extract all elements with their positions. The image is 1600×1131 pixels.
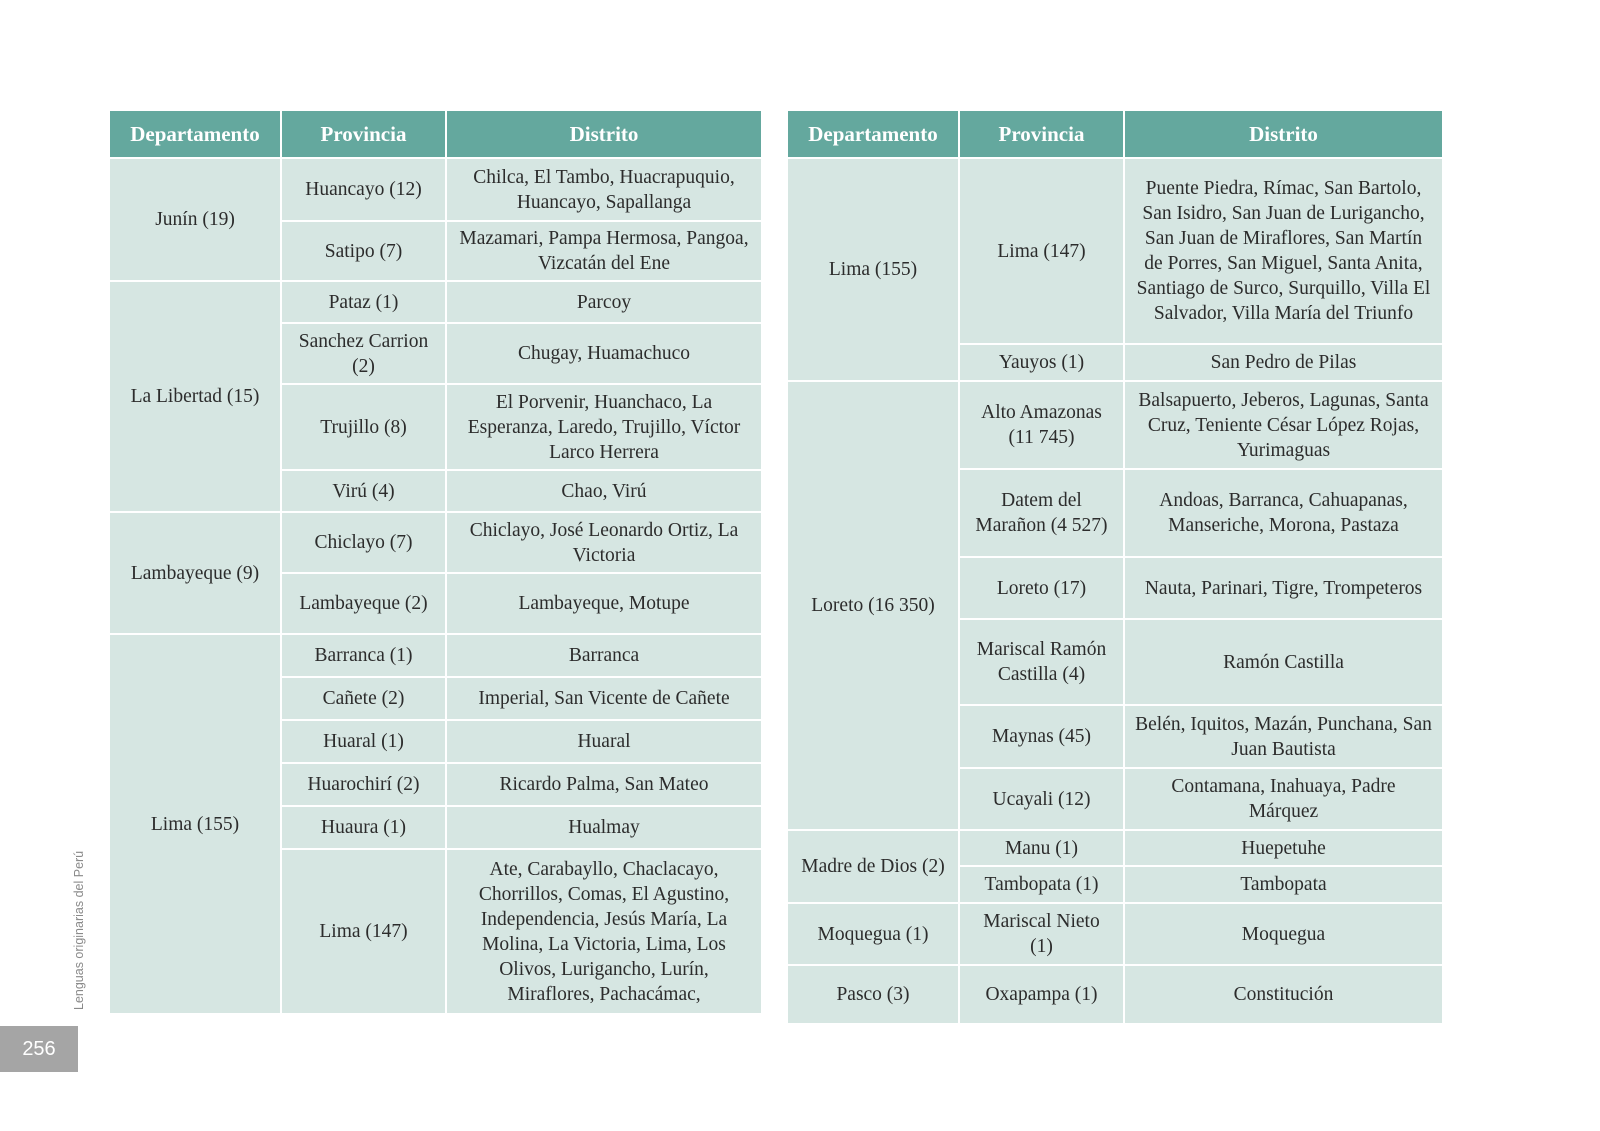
department-cell: La Libertad (15) <box>110 282 280 511</box>
district-cell: Belén, Iquitos, Mazán, Punchana, San Juan Bautista <box>1125 706 1442 767</box>
district-cell: Hualmay <box>447 807 761 848</box>
district-cell: Andoas, Barranca, Cahuapanas, Manseriche, Morona, Pastaza <box>1125 470 1442 556</box>
province-cell: Lambayeque (2) <box>282 574 445 633</box>
header-distrito: Distrito <box>1125 111 1442 157</box>
table-row <box>788 159 1442 343</box>
right-table-body <box>788 159 1442 1023</box>
header-departamento: Departamento <box>110 111 280 157</box>
province-cell: Sanchez Carrion (2) <box>282 324 445 383</box>
province-cell: Chiclayo (7) <box>282 513 445 572</box>
district-cell: Lambayeque, Motupe <box>447 574 761 633</box>
province-cell: Manu (1) <box>960 831 1123 865</box>
province-cell: Huaura (1) <box>282 807 445 848</box>
province-cell: Loreto (17) <box>960 558 1123 618</box>
district-cell: Puente Piedra, Rímac, San Bartolo, San Isidro, San Juan de Lurigancho, San Juan de Miraflores, San Martín de Porres, San Miguel, Santa Anita, Santiago de Surco, Surquillo, Villa El Salvador, Villa María del Triunfo <box>1125 159 1442 343</box>
province-cell: Lima (147) <box>282 850 445 1013</box>
district-cell: Chiclayo, José Leonardo Ortiz, La Victoria <box>447 513 761 572</box>
department-cell: Madre de Dios (2) <box>788 831 958 902</box>
district-cell: Imperial, San Vicente de Cañete <box>447 678 761 719</box>
district-cell: Moquegua <box>1125 904 1442 964</box>
province-cell: Mariscal Ramón Castilla (4) <box>960 620 1123 704</box>
province-cell: Tambopata (1) <box>960 867 1123 902</box>
department-cell: Loreto (16 350) <box>788 382 958 829</box>
district-cell: Huepetuhe <box>1125 831 1442 865</box>
header-distrito: Distrito <box>447 111 761 157</box>
department-cell: Pasco (3) <box>788 966 958 1023</box>
table-row <box>110 635 761 676</box>
left-header-row <box>110 111 761 157</box>
page-number: 256 <box>0 1026 78 1072</box>
department-cell: Junín (19) <box>110 159 280 280</box>
province-cell: Huancayo (12) <box>282 159 445 220</box>
district-cell: Ramón Castilla <box>1125 620 1442 704</box>
district-cell: Parcoy <box>447 282 761 322</box>
province-cell: Huaral (1) <box>282 721 445 762</box>
header-provincia: Provincia <box>960 111 1123 157</box>
table-row <box>788 966 1442 1023</box>
province-cell: Cañete (2) <box>282 678 445 719</box>
right-table <box>786 109 1444 1025</box>
table-row <box>110 513 761 572</box>
district-cell: Huaral <box>447 721 761 762</box>
district-cell: Ricardo Palma, San Mateo <box>447 764 761 805</box>
province-cell: Maynas (45) <box>960 706 1123 767</box>
department-cell: Moquegua (1) <box>788 904 958 964</box>
province-cell: Trujillo (8) <box>282 385 445 469</box>
department-cell: Lima (155) <box>788 159 958 380</box>
district-cell: San Pedro de Pilas <box>1125 345 1442 380</box>
book-title-vertical: Lenguas originarias del Perú <box>72 850 86 1010</box>
province-cell: Barranca (1) <box>282 635 445 676</box>
department-cell: Lima (155) <box>110 635 280 1013</box>
province-cell: Virú (4) <box>282 471 445 511</box>
province-cell: Yauyos (1) <box>960 345 1123 380</box>
district-cell: El Porvenir, Huanchaco, La Esperanza, Laredo, Trujillo, Víctor Larco Herrera <box>447 385 761 469</box>
district-cell: Chilca, El Tambo, Huacrapuquio, Huancayo, Sapallanga <box>447 159 761 220</box>
left-table <box>108 109 763 1015</box>
province-cell: Alto Amazonas (11 745) <box>960 382 1123 468</box>
right-header-row <box>788 111 1442 157</box>
left-table-body <box>110 159 761 1013</box>
district-cell: Tambopata <box>1125 867 1442 902</box>
department-cell: Lambayeque (9) <box>110 513 280 633</box>
table-row <box>110 159 761 220</box>
table-row <box>788 382 1442 468</box>
province-cell: Lima (147) <box>960 159 1123 343</box>
header-provincia: Provincia <box>282 111 445 157</box>
header-departamento: Departamento <box>788 111 958 157</box>
province-cell: Ucayali (12) <box>960 769 1123 829</box>
table-row <box>110 282 761 322</box>
province-cell: Mariscal Nieto (1) <box>960 904 1123 964</box>
province-cell: Oxapampa (1) <box>960 966 1123 1023</box>
district-cell: Chao, Virú <box>447 471 761 511</box>
district-cell: Chugay, Huamachuco <box>447 324 761 383</box>
district-cell: Nauta, Parinari, Tigre, Trompeteros <box>1125 558 1442 618</box>
table-row <box>788 904 1442 964</box>
district-cell: Barranca <box>447 635 761 676</box>
province-cell: Datem del Marañon (4 527) <box>960 470 1123 556</box>
district-cell: Ate, Carabayllo, Chaclacayo, Chorrillos, Comas, El Agustino, Independencia, Jesús María, La Molina, La Victoria, Lima, Los Olivos, Lurigancho, Lurín, Miraflores, Pachacámac, <box>447 850 761 1013</box>
district-cell: Balsapuerto, Jeberos, Lagunas, Santa Cruz, Teniente César López Rojas, Yurimaguas <box>1125 382 1442 468</box>
province-cell: Satipo (7) <box>282 222 445 280</box>
district-cell: Contamana, Inahuaya, Padre Márquez <box>1125 769 1442 829</box>
province-cell: Pataz (1) <box>282 282 445 322</box>
province-cell: Huarochirí (2) <box>282 764 445 805</box>
table-row <box>788 831 1442 865</box>
district-cell: Mazamari, Pampa Hermosa, Pangoa, Vizcatán del Ene <box>447 222 761 280</box>
district-cell: Constitución <box>1125 966 1442 1023</box>
